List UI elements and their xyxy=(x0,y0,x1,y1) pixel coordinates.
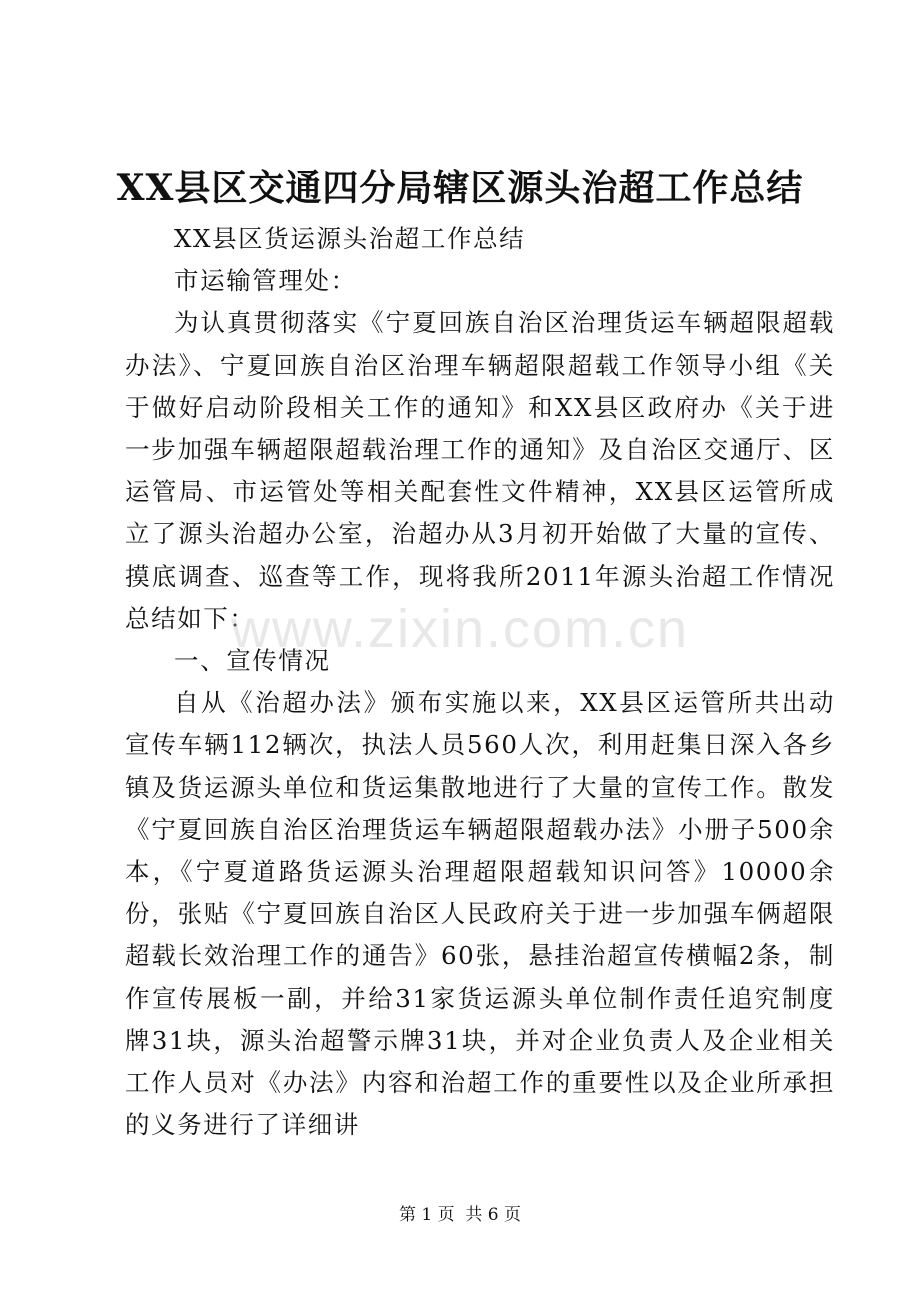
subtitle-paragraph: XX县区货运源头治超工作总结 xyxy=(174,224,526,253)
section-heading: 一、宣传情况 xyxy=(174,646,331,676)
document-body xyxy=(125,218,835,1146)
watermark: www.zixin.com.cn xyxy=(230,599,690,659)
page-footer: 第 1 页 共 6 页 xyxy=(398,1205,522,1225)
document-title: XX县区交通四分局辖区源头治超工作总结 xyxy=(116,167,804,209)
intro-paragraph: 为认真贯彻落实《宁夏回族自治区治理货运车辆超限超载办法》、宁夏回族自治区治理车辆超限超载工作领导小组《关于做好启动阶段相关工作的通知》和XX县区政府办《关于进一步加强车辆超限超载治理工作的通知》及自治区交通厅、区运管局、市运管处等相关配套性文件精神，XX县区运管所成立了源头治超办公室，治超办从3月初开始做了大量的宣传、摸底调查、巡查等工作，现将我所2011年源头治超工作情况总结如下： xyxy=(125,308,835,633)
addressee-paragraph: 市运输管理处： xyxy=(174,266,357,296)
publicity-paragraph: 自从《治超办法》颁布实施以来，XX县区运管所共出动宣传车辆112辆次，执法人员560人次，利用赶集日深入各乡镇及货运源头单位和货运集散地进行了大量的宣传工作。散发《宁夏回族自治区治理货运车辆超限超载办法》小册子500余本，《宁夏道路货运源头治理超限超载知识问答》10000余份，张贴《宁夏回族自治区人民政府关于进一步加强车俩超限超载长效治理工作的通告》60张，悬挂治超宣传横幅2条，制作宣传展板一副，并给31家货运源头单位制作责任追究制度牌31块，源头治超警示牌31块，并对企业负责人及企业相关工作人员对《办法》内容和治超工作的重要性以及企业所承担的义务进行了详细讲 xyxy=(125,688,835,1140)
